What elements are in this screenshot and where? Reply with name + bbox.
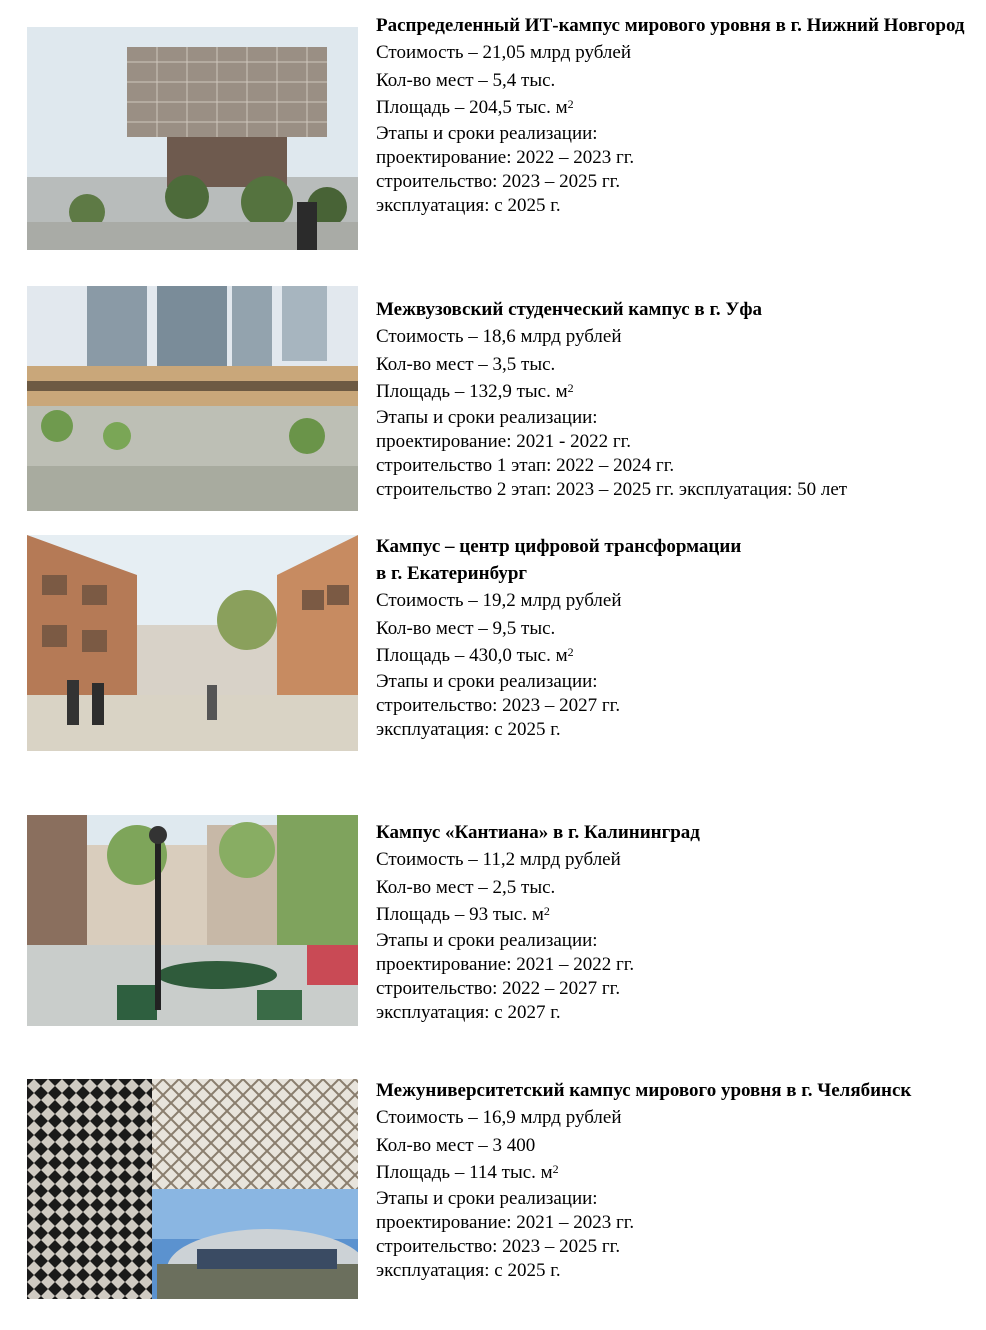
campus-stages-label: Этапы и сроки реализации: — [376, 406, 598, 428]
campus-stages-label: Этапы и сроки реализации: — [376, 122, 598, 144]
campus-image — [27, 535, 358, 751]
campus-stage: проектирование: 2021 - 2022 гг. — [376, 430, 632, 452]
campus-stage: эксплуатация: с 2025 г. — [376, 194, 561, 216]
campus-cost: Стоимость – 21,05 млрд рублей — [376, 42, 631, 63]
campus-stage: проектирование: 2021 – 2022 гг. — [376, 953, 635, 975]
campus-cost: Стоимость – 16,9 млрд рублей — [376, 1107, 622, 1128]
campus-places: Кол-во мест – 9,5 тыс. — [376, 617, 556, 639]
campus-stage: эксплуатация: с 2025 г. — [376, 718, 561, 740]
campus-places: Кол-во мест – 3,5 тыс. — [376, 353, 556, 375]
campus-stage: строительство: 2022 – 2027 гг. — [376, 977, 621, 999]
campus-title: Распределенный ИТ-кампус мирового уровня в г. Нижний Новгород — [376, 15, 965, 36]
campus-image — [27, 815, 358, 1026]
campus-image — [27, 1079, 358, 1299]
campus-stage: строительство: 2023 – 2025 гг. — [376, 170, 621, 192]
campus-title: Межуниверситетский кампус мирового уровня в г. Челябинск — [376, 1080, 912, 1101]
campus-area: Площадь – 93 тыс. $м^2$ — [376, 904, 550, 925]
campus-stages-label: Этапы и сроки реализации: — [376, 670, 598, 692]
campus-image — [27, 286, 358, 511]
campus-image — [27, 27, 358, 250]
campus-area: Площадь – 430,0 тыс. $м^2$ — [376, 645, 574, 666]
campus-stage: строительство: 2023 – 2027 гг. — [376, 694, 621, 716]
campus-stages-label: Этапы и сроки реализации: — [376, 1187, 598, 1209]
campus-stage: проектирование: 2021 – 2023 гг. — [376, 1211, 635, 1233]
campus-title: Кампус – центр цифровой трансформации — [376, 536, 742, 557]
campus-title: в г. Екатеринбург — [376, 563, 528, 584]
campus-stage: строительство 1 этап: 2022 – 2024 гг. — [376, 454, 675, 476]
campus-cost: Стоимость – 19,2 млрд рублей — [376, 590, 622, 611]
campus-places: Кол-во мест – 3 400 — [376, 1134, 536, 1156]
campus-area: Площадь – 132,9 тыс. $м^2$ — [376, 381, 574, 402]
campus-title: Межвузовский студенческий кампус в г. Уфа — [376, 299, 763, 320]
campus-title: Кампус «Кантиана» в г. Калининград — [376, 822, 700, 843]
campus-stage: проектирование: 2022 – 2023 гг. — [376, 146, 635, 168]
campus-stage: строительство: 2023 – 2025 гг. — [376, 1235, 621, 1257]
campus-area: Площадь – 204,5 тыс. $м^2$ — [376, 97, 574, 118]
campus-stages-label: Этапы и сроки реализации: — [376, 929, 598, 951]
campus-stage: эксплуатация: с 2027 г. — [376, 1001, 561, 1023]
campus-area: Площадь – 114 тыс. $м^2$ — [376, 1162, 559, 1183]
campus-places: Кол-во мест – 2,5 тыс. — [376, 876, 556, 898]
campus-stage: эксплуатация: с 2025 г. — [376, 1259, 561, 1281]
campus-stage: строительство 2 этап: 2023 – 2025 гг. эксплуатация: 50 лет — [376, 478, 848, 500]
campus-places: Кол-во мест – 5,4 тыс. — [376, 69, 556, 91]
campus-cost: Стоимость – 18,6 млрд рублей — [376, 326, 622, 347]
campus-cost: Стоимость – 11,2 млрд рублей — [376, 849, 621, 870]
